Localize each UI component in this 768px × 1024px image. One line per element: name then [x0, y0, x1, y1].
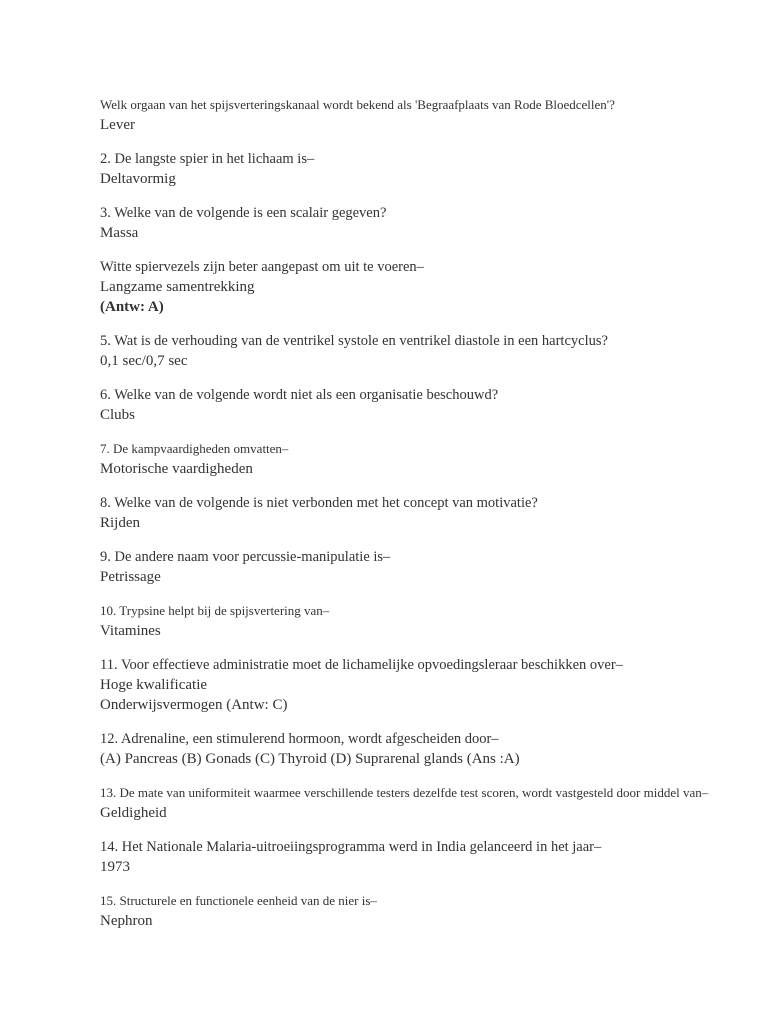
question-text: 5. Wat is de verhouding van de ventrikel systole en ventrikel diastole in een hartcyclus? — [100, 333, 608, 349]
answer-text: Clubs — [100, 407, 136, 423]
answer-text: Geldigheid — [100, 805, 167, 821]
question-text: Witte spiervezels zijn beter aangepast om uit te voeren– — [100, 259, 424, 275]
question-block — [100, 257, 424, 317]
question-block — [100, 601, 329, 641]
question-text: 9. De andere naam voor percussie-manipulatie is– — [100, 549, 391, 565]
answer-text: Motorische vaardigheden — [100, 461, 253, 477]
answer-key: (Antw: A) — [100, 299, 164, 315]
question-text: 12. Adrenaline, een stimulerend hormoon, wordt afgescheiden door– — [100, 731, 499, 747]
question-block — [100, 547, 390, 587]
question-block — [100, 783, 708, 823]
question-text: 15. Structurele en functionele eenheid van de nier is– — [100, 893, 377, 908]
answer-text: Nephron — [100, 913, 153, 929]
answer-text: Vitamines — [100, 623, 161, 639]
question-text: 8. Welke van de volgende is niet verbonden met het concept van motivatie? — [100, 495, 538, 511]
question-block — [100, 331, 608, 371]
question-block — [100, 385, 498, 425]
answer-text: Petrissage — [100, 569, 161, 585]
question-text: 3. Welke van de volgende is een scalair gegeven? — [100, 205, 387, 221]
answer-text: Deltavormig — [100, 171, 176, 187]
question-text: 13. De mate van uniformiteit waarmee verschillende testers dezelfde test scoren, wordt vastgesteld door middel van– — [100, 785, 709, 800]
question-text: 14. Het Nationale Malaria-uitroeiingsprogramma werd in India gelanceerd in het jaar– — [100, 839, 602, 855]
question-text: 11. Voor effectieve administratie moet de lichamelijke opvoedingsleraar beschikken over– — [100, 657, 623, 673]
question-text: 10. Trypsine helpt bij de spijsvertering van– — [100, 603, 330, 618]
question-block — [100, 149, 314, 189]
answer-text: Rijden — [100, 515, 140, 531]
answer-text: Lever — [100, 117, 135, 133]
answer-text: 1973 — [100, 859, 130, 875]
answer-text: Massa — [100, 225, 139, 241]
answer-text: Hoge kwalificatie — [100, 677, 208, 693]
answer-text: Onderwijsvermogen (Antw: C) — [100, 697, 288, 713]
question-text: Welk orgaan van het spijsverteringskanaal wordt bekend als 'Begraafplaats van Rode Bloedcellen'? — [100, 97, 615, 112]
question-block — [100, 729, 520, 769]
answer-text: (A) Pancreas (B) Gonads (C) Thyroid (D) Suprarenal glands (Ans :A) — [100, 751, 520, 767]
question-block — [100, 837, 601, 877]
answer-text: Langzame samentrekking — [100, 279, 255, 295]
question-block — [100, 95, 615, 135]
question-block — [100, 891, 377, 931]
question-text: 7. De kampvaardigheden omvatten– — [100, 441, 289, 456]
question-block — [100, 439, 288, 479]
question-block — [100, 655, 623, 715]
question-block — [100, 493, 538, 533]
question-text: 2. De langste spier in het lichaam is– — [100, 151, 315, 167]
question-block — [100, 203, 386, 243]
answer-text: 0,1 sec/0,7 sec — [100, 353, 188, 369]
question-text: 6. Welke van de volgende wordt niet als een organisatie beschouwd? — [100, 387, 499, 403]
